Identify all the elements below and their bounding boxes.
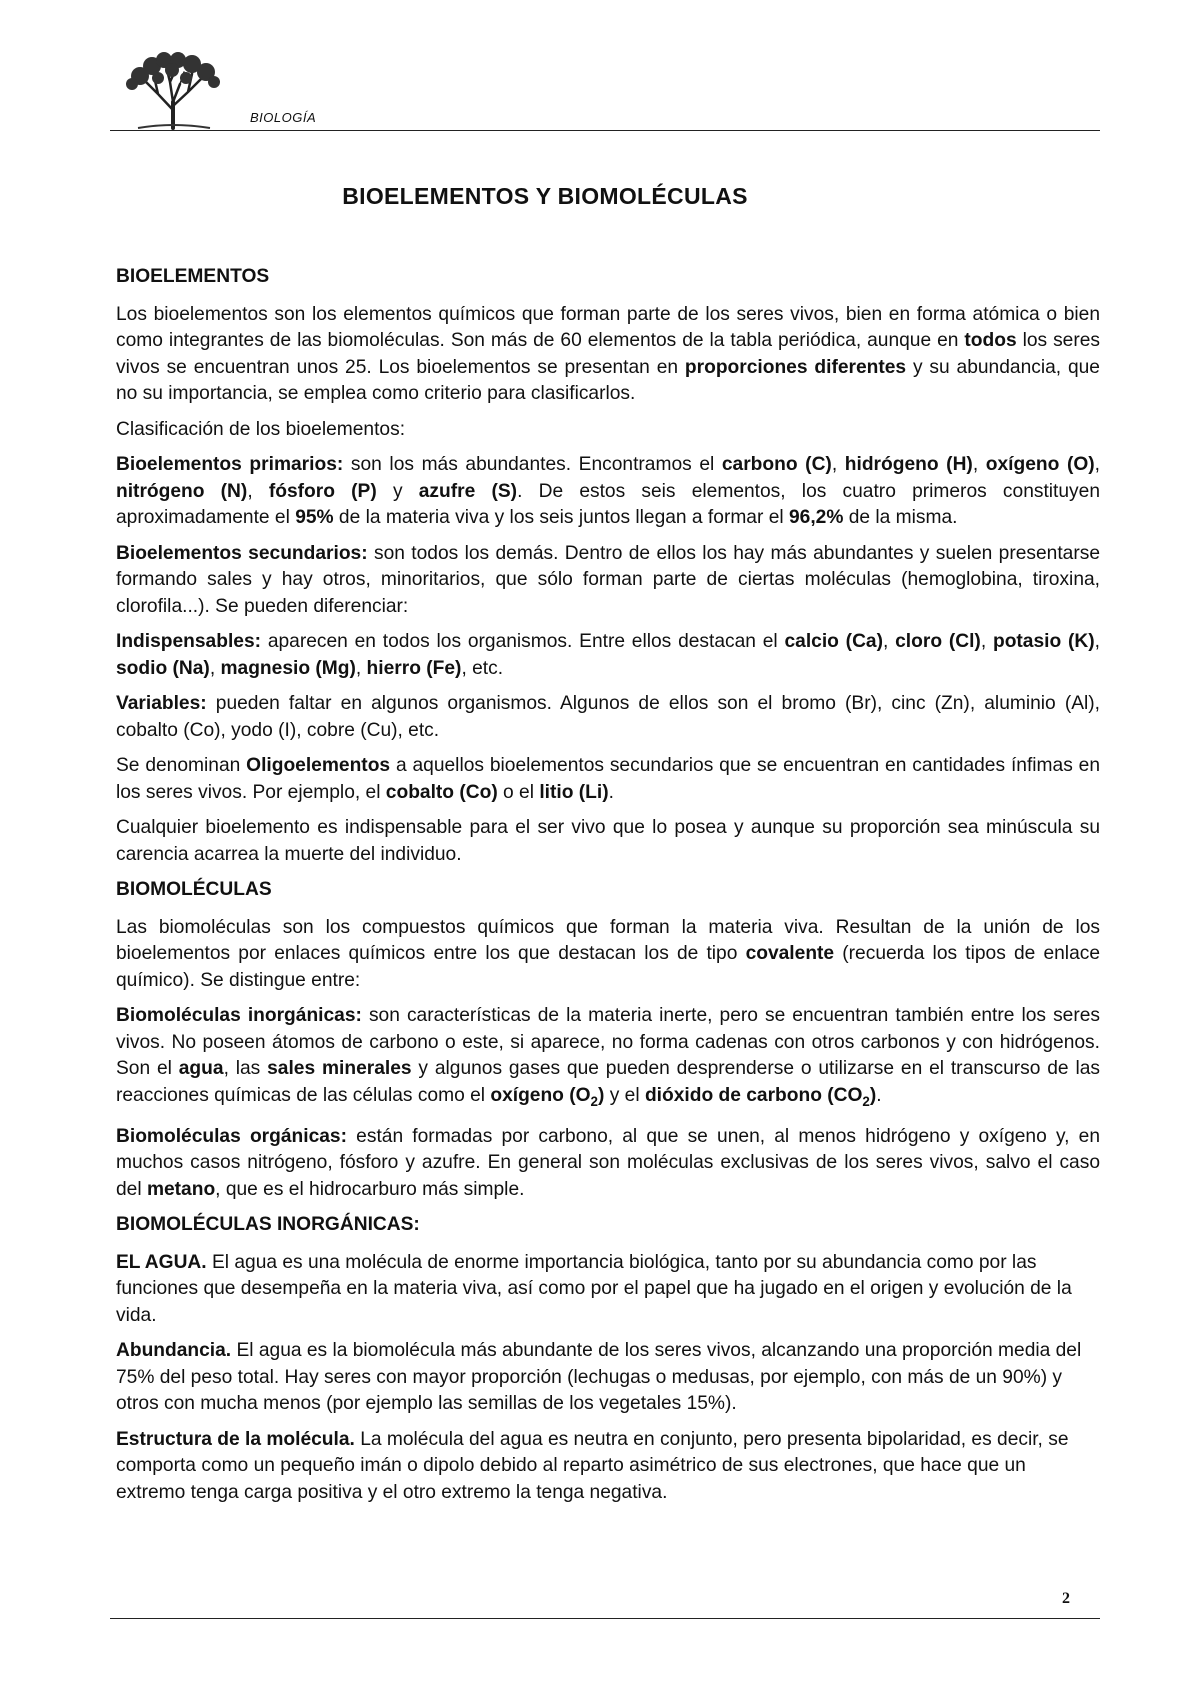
paragraph: Biomoléculas inorgánicas: son características de la materia inerte, pero se encuentran también entre los seres vivos. No poseen átomos de carbono o este, si aparece, no forma cadenas con otros carbonos y con hidrógenos. Son el agua, las sales minerales y algunos gases que pueden desprenderse o utilizarse en el transcurso de las reacciones químicas de las células como el oxígeno $(O_2)$ y el dióxido de carbono $(CO_2)$. (116, 1005, 1100, 1109)
paragraph: Clasificación de los bioelementos: (116, 418, 406, 440)
bold-text: dióxido de carbono (CO (644, 1084, 863, 1106)
bold-text: carbono (C) (721, 454, 832, 475)
paragraph: Se denominan Oligoelementos a aquellos bioelementos secundarios que se encuentran en cantidades ínfimas en los seres vivos. Por ejemplo, el cobalto (Co) o el litio (Li). (116, 755, 1100, 803)
bold-text: litio (Li) (539, 781, 609, 803)
bold-text: Biomoléculas inorgánicas: (116, 1005, 362, 1026)
bold-text: 95% (295, 507, 334, 528)
bold-text: Variables: (116, 693, 207, 714)
paragraph: Cualquier bioelemento es indispensable para el ser vivo que lo posea y aunque su proporción sea minúscula su carencia acarrea la muerte del individuo. (116, 817, 1100, 865)
paragraph: Abundancia. El agua es la biomolécula más abundante de los seres vivos, alcanzando una proporción media del 75% del peso total. Hay seres con mayor proporción (lechugas o medusas, por ejemplo, con más de un 90%) y otros con mucha menos (por ejemplo las semillas de los vegetales 15%). (116, 1340, 1082, 1415)
paragraph: EL AGUA. El agua es una molécula de enorme importancia biológica, tanto por su abundancia como por las funciones que desempeña en la materia viva, así como por el papel que ha jugado en el origen y evolución de la vida. (116, 1251, 1072, 1326)
page-number: 2 (1062, 1590, 1070, 1607)
bold-text: oxígeno (O) (985, 454, 1095, 475)
bold-text: Bioelementos primarios: (116, 454, 344, 475)
bold-text: 96,2% (788, 507, 844, 528)
section-heading: BIOELEMENTOS (116, 266, 270, 287)
bold-text: Oligoelementos (246, 755, 391, 776)
bold-text: hierro (Fe) (366, 657, 462, 679)
bold-text: sodio (Na) (116, 657, 210, 679)
header-divider (110, 130, 1100, 131)
paragraph: Las biomoléculas son los compuestos químicos que forman la materia viva. Resultan de la unión de los bioelementos por enlaces químicos entre los que destacan los de tipo covalente (recuerda los tipos de enlace químico). Se distingue entre: (116, 916, 1101, 991)
bold-text: agua (178, 1058, 224, 1079)
bold-text: proporciones diferentes (684, 356, 907, 378)
bold-text: Estructura de la molécula. (116, 1428, 355, 1450)
bold-text: covalente (745, 943, 835, 964)
bold-text: cloro (Cl) (895, 631, 981, 652)
bold-text: cobalto (Co) (385, 781, 498, 803)
subscript-text: 2 (862, 1093, 870, 1109)
bold-text: hidrógeno (H) (844, 454, 973, 475)
paragraph: Variables: pueden faltar en algunos organismos. Algunos de ellos son el bromo (Br), cinc (Zn), aluminio (Al), cobalto (Co), yodo (I), cobre (Cu), etc. (116, 693, 1100, 741)
bold-text: ) (869, 1084, 877, 1106)
paragraph: Bioelementos secundarios: son todos los demás. Dentro de ellos los hay más abundantes y suelen presentarse formando sales y hay otros, minoritarios, que sólo forman parte de ciertas moléculas (hemoglobina, tiroxina, clorofila...). Se pueden diferenciar: (116, 542, 1100, 617)
paragraph: Estructura de la molécula. La molécula del agua es neutra en conjunto, pero presenta bipolaridad, es decir, se comporta como un pequeño imán o dipolo debido al reparto asimétrico de sus electrones, que hace que un extremo tenga carga positiva y el otro extremo la tenga negativa. (116, 1428, 1069, 1503)
bold-text: calcio (Ca) (784, 631, 883, 652)
footer-divider (110, 1618, 1100, 1619)
paragraph: Biomoléculas orgánicas: están formadas por carbono, al que se unen, al menos hidrógeno y oxígeno y, en muchos casos nitrógeno, fósforo y azufre. En general son moléculas exclusivas de los seres vivos, salvo el caso del metano, que es el hidrocarburo más simple. (116, 1125, 1100, 1200)
paragraph: Bioelementos primarios: son los más abundantes. Encontramos el carbono (C), hidrógeno (H), oxígeno (O), nitrógeno (N), fósforo (P) y azufre (S). De estos seis elementos, los cuatro primeros constituyen aproximadamente el 95% de la materia viva y los seis juntos llegan a formar el 96,2% de la misma. (116, 454, 1100, 528)
bold-text: Indispensables: (116, 631, 262, 652)
bold-text: azufre (S) (418, 480, 518, 502)
section-heading: BIOMOLÉCULAS INORGÁNICAS: (116, 1214, 420, 1236)
page-header (110, 52, 1100, 132)
subscript-text: 2 (590, 1093, 599, 1109)
paragraph: Indispensables: aparecen en todos los organismos. Entre ellos destacan el calcio (Ca), cloro (Cl), potasio (K), sodio (Na), magnesio (Mg), hierro (Fe), etc. (116, 631, 1100, 679)
header-label: BIOLOGÍA (250, 110, 317, 125)
bold-text: todos (964, 330, 1017, 351)
paragraph: Los bioelementos son los elementos químicos que forman parte de los seres vivos, bien en forma atómica o bien como integrantes de las biomoléculas. Son más de 60 elementos de la tabla periódica, aunque en todos los seres vivos se encuentran unos 25. Los bioelementos se presentan en proporciones diferentes y su abundancia, que no su importancia, se emplea como criterio para clasificarlos. (116, 303, 1101, 404)
bold-text: metano (146, 1178, 216, 1200)
bold-text: EL AGUA. (116, 1251, 207, 1273)
tree-logo-icon (118, 52, 228, 130)
bold-text: potasio (K) (992, 631, 1095, 652)
document-body (116, 264, 1100, 1515)
bold-text: fósforo (P) (268, 480, 377, 502)
bold-text: Bioelementos secundarios: (116, 542, 368, 564)
bold-text: nitrógeno (N) (116, 480, 248, 502)
bold-text: sales minerales (267, 1058, 412, 1079)
bold-text: Biomoléculas orgánicas: (116, 1125, 347, 1147)
bold-text: Abundancia. (116, 1340, 232, 1362)
bold-text: ) (598, 1084, 605, 1106)
page-title: BIOELEMENTOS Y BIOMOLÉCULAS (342, 183, 748, 209)
bold-text: magnesio (Mg) (220, 657, 356, 679)
section-heading: BIOMOLÉCULAS (116, 879, 272, 900)
bold-text: oxígeno (O (490, 1084, 591, 1106)
